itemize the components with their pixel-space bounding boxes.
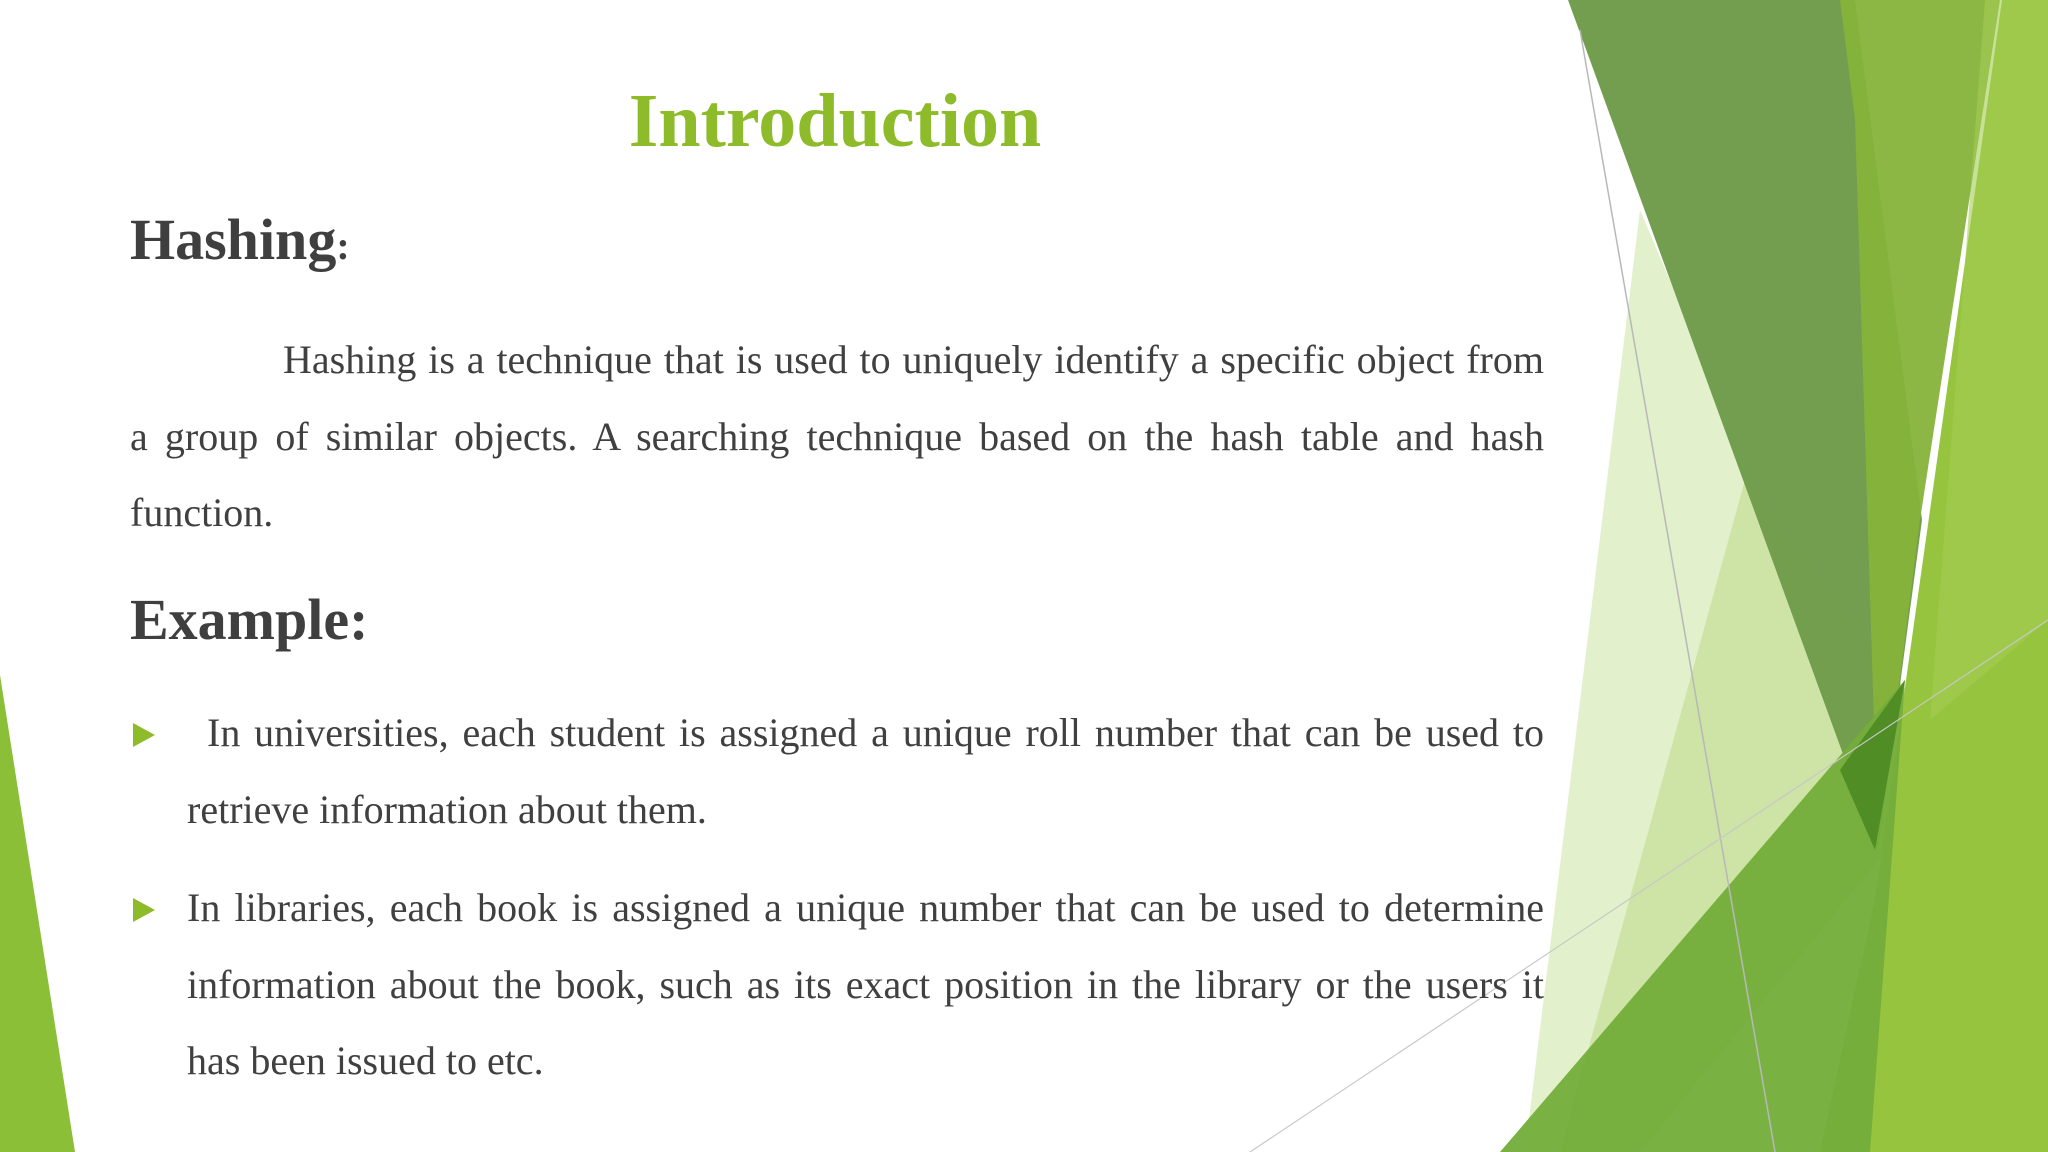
hashing-heading-colon: : <box>336 223 350 268</box>
example-heading: Example: <box>130 587 369 652</box>
hashing-heading-text: Hashing <box>130 207 337 272</box>
list-item <box>130 695 1544 848</box>
hashing-heading <box>130 205 350 281</box>
example-bullet-list <box>130 695 1544 1122</box>
hashing-paragraph: Hashing is a technique that is used to uniquely identify a specific object from a group of similar objects. A searching technique based on the hash table and hash function. <box>130 337 1544 535</box>
bullet-text: In universities, each student is assigned a unique roll number that can be used to retrieve information about them. <box>187 710 1544 832</box>
green-triangle-bullet-icon <box>133 898 155 922</box>
list-item <box>130 870 1544 1100</box>
green-triangle-bullet-icon <box>133 723 155 747</box>
bullet-text: In libraries, each book is assigned a unique number that can be used to determine information about the book, such as its exact position in the library or the users it has been issued to etc. <box>187 885 1544 1083</box>
slide-title: Introduction <box>628 79 1042 163</box>
left-green-sliver <box>0 675 75 1152</box>
